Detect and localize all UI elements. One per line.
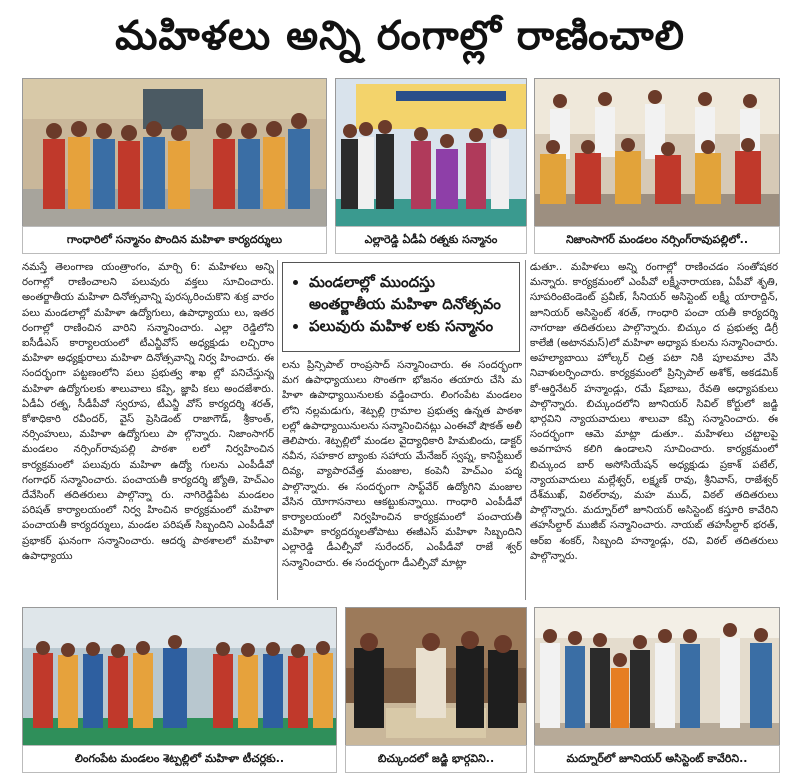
photo-caption-gandhari: గాంధారిలో సన్మానం పొందిన మహిళా కార్యదర్శులు [22, 226, 327, 254]
photo-caption-bichkunda: బిచ్కుందలో జడ్జి భార్గవిని.. [345, 745, 527, 773]
article-text-col2: లను ప్రిన్సిపాల్ రాంప్రసాద్ సన్మానించారు. ఈ సందర్భంగా మగ ఉపాధ్యాయులు సొంతగా భోజనం తయారు చేసి మ హిళా ఉపాధ్యాయినులకు వడ్డించారు. లింగంపేట మండలం లోని నల్లమడుగు, శెట్పల్లి గ్రామాల ప్రభుత్వ ఉన్నత పాఠశా లల్లో ఉపాధ్యాయినులను సన్మానించినట్లు ఎంఈవో షౌకత్ అలీ తెలిపారు. శెట్పల్లిలో మండల వైద్యాధికారి హిమబిందు, డాక్టర్ నవీన, సహకార బ్యాంకు సహాయ మేనేజర్ స్వప్న, కానిస్టేబుల్ దివ్య, వ్యాపారవేత్త మంజుల, కంపెనీ హెచ్‌ఎం పద్మ పాల్గొన్నారు. ఈ సందర్భంగా సాఫ్ట్‌వేర్ ఉద్యోగిని మంజుల వేసిన యోగాసనాలు ఆకట్టుకున్నాయి. గాంధారి ఎంపీడీవో కార్యాలయంలో నిర్వహించిన కార్యక్రమంలో పంచాయతీ మహిళా కార్యదర్శులతోపాటు ఈజీఎస్ మహిళా సిబ్బందిని ఎల్లారెడ్డి డీఎల్పీవో సురేందర్, ఎంపీడీవో రాజే శ్వర్ సన్మానించారు. ఈ సందర్భంగా డీఎల్పీవో మాట్లా [282, 360, 522, 569]
photo-madnoor [534, 607, 780, 747]
photo-yellareddy [335, 78, 527, 228]
photo-caption-nizamsagar: నిజాంసాగర్ మండలం నర్సింగ్‌రావుపల్లిలో.. [534, 226, 780, 254]
photo-caption-lingampet: లింగంపేట మండలం శెట్పల్లిలో మహిళా టీచర్లకు.. [22, 745, 337, 773]
photo-bichkunda [345, 607, 527, 747]
article-text-col1: నమస్తే తెలంగాణ యంత్రాంగం, మార్చి 6: మహిళలు అన్ని రంగాల్లో రాణించాలని పలువురు వక్తలు సూచించారు. అంతర్జాతీయ మహిళా దినోత్సవాన్ని పురస్కరించుకొని శుక్ర వారం పలు మండలాల్లో మహిళా ఉద్యోగులు, ఉపాధ్యాయు లు, ఇతర రంగాల్లో రాణించిన వారిని సన్మానించారు. ఎల్లా రెడ్డిలోని ఐసీడీఎస్ కార్యాలయంలో టీఎన్జీవోస్ అధ్యక్షుడు లచ్చిరాం మహిళా అధ్యక్షురాలు మహిళా దినోత్సవాన్ని నిర్వ హించారు. ఈ సందర్భంగా పట్టణంలోని పలు ప్రభుత్వ శాఖ ల్లో పనిచేస్తున్న మహిళా ఉద్యోగులకు శాలువాలు కప్పి, జ్ఞాపి కలు అందజేశారు. ఏడీఏ రత్న, సీడీపీవో స్వరూప, టీఎన్జీ వోస్ కార్యదర్శి శరత్, కోశాధికారి రవీందర్, వైస్ ప్రెసిడెంట్ రాజాగౌడ్, శ్రీకాంత్, నర్సింహులు, మహిళా ఉద్యోగులు పా ల్గొన్నారు. నిజాంసాగర్ మండలం నర్సింగ్‌రావుపల్లి పాఠశా లలో నిర్వహించిన కార్యక్రమంలో పలువురు మహిళా ఉద్యో గులను ఎంపీడీవో గంగాధర్ సన్మానించారు. పంచాయతీ కార్యదర్శి జ్యోతి, హెచ్‌ఎం దేవేసింగ్ తదితరులు పాల్గొన్నా రు. నాగిరెడ్డిపేట మండలం పరిషత్ కార్యాలయంలో నిర్వ హించిన కార్యక్రమంలో మహిళా పంచాయతీ కార్యదర్శులు, మండల పరిషత్ సిబ్బందిని ఎంపీడీవో ప్రభాకర్ ఘనంగా సన్మానించారు. ఆదర్శ పాఠశాలలో మహిళా ఉపాధ్యాయు [22, 262, 274, 562]
highlight-box [282, 262, 520, 352]
photo-caption-yellareddy: ఎల్లారెడ్డి ఏడీఏ రత్నకు సన్మానం [335, 226, 527, 254]
article-column-1 [22, 260, 274, 600]
article-column-3 [530, 260, 778, 600]
photo-caption-madnoor: మద్నూర్‌లో జూనియర్ అసిస్టెంట్ కావేరిని.. [534, 745, 780, 773]
highlight-item: • మండలాల్లో ముందస్తు అంతర్జాతీయ మహిళా దినోత్సవం [309, 271, 511, 315]
photo-lingampet [22, 607, 337, 747]
highlight-item: • పలువురు మహిళ లకు సన్మానం [309, 315, 511, 337]
column-divider [525, 260, 526, 600]
photo-gandhari [22, 78, 327, 228]
page-headline: మహిళలు అన్ని రంగాల్లో రాణించాలి [115, 13, 685, 59]
article-text-col3: డుతూ.. మహిళలు అన్ని రంగాల్లో రాణించడం సంతోషకర మన్నారు. కార్యక్రమంలో ఎంపీవో లక్ష్మీనారాయణ, ఏపీవో శృతి, సూపరింటెండెంట్ ప్రవీణ్, సీనియర్ అసిస్టెంట్ లక్ష్మీ యారాద్దిన్, జూనియర్ అసిస్టెంట్ శరత్, గాంధారి పంచా యతీ కార్యదర్శి నాగరాజు తదితరులు పాల్గొన్నారు. బిచ్కుం ద ప్రభుత్వ డిగ్రీ కాలేజీ (అటానమస్)లో మహిళా అధ్యాప కులను సన్మానించారు. అహల్యాబాయి హోల్కర్ చిత్ర పటా నికి పూలమాల వేసి నివాళులర్పించారు. కార్యక్రమంలో ప్రిన్సిపాల్ అశోక్, అకడమిక్ కో-ఆర్డినేటర్ హన్మాండ్లు, రమే ష్‌బాబు, రేవతి అధ్యాపకులు పాల్గొన్నారు. బిచ్కుందలోని జూనియర్ సివిల్ కోర్టులో జడ్జి భార్గవిని న్యాయవాదులు శాలువా కప్పి సన్మానించారు. ఈ సందర్భంగా ఆమె మాట్లా డుతూ.. మహిళలు చట్టాలపై అవగాహన కలిగి ఉండాలని సూచించారు. కార్యక్రమంలో బిచ్కుంద బార్ అసోసియేషన్ అధ్యక్షుడు ప్రకాశ్ పటేల్, న్యాయవాదులు మల్లేశ్వర్, లక్ష్మణ్ రావు, శ్రీనివాస్, రాజేశ్వర్ దేశ్‌ముఖ్, విఠల్‌రావు, మహ ముద్, విఠల్ తదితరులు పాల్గొన్నారు. మద్నూర్‌లో జూనియర్ అసిస్టెంట్ కస్తూరి కావేరిని తహసీల్దార్ ముజీబ్ సన్మానించారు. నాయబ్ తహసీల్దార్ భరత్, ఆర్‌ఐ శంకర్, సిబ్బంది హన్మాండ్లు, రవి, విఠల్ తదితరులు పాల్గొన్నారు. [530, 262, 778, 562]
column-divider [277, 260, 278, 600]
article-column-2 [282, 358, 522, 600]
photo-nizamsagar [534, 78, 780, 228]
